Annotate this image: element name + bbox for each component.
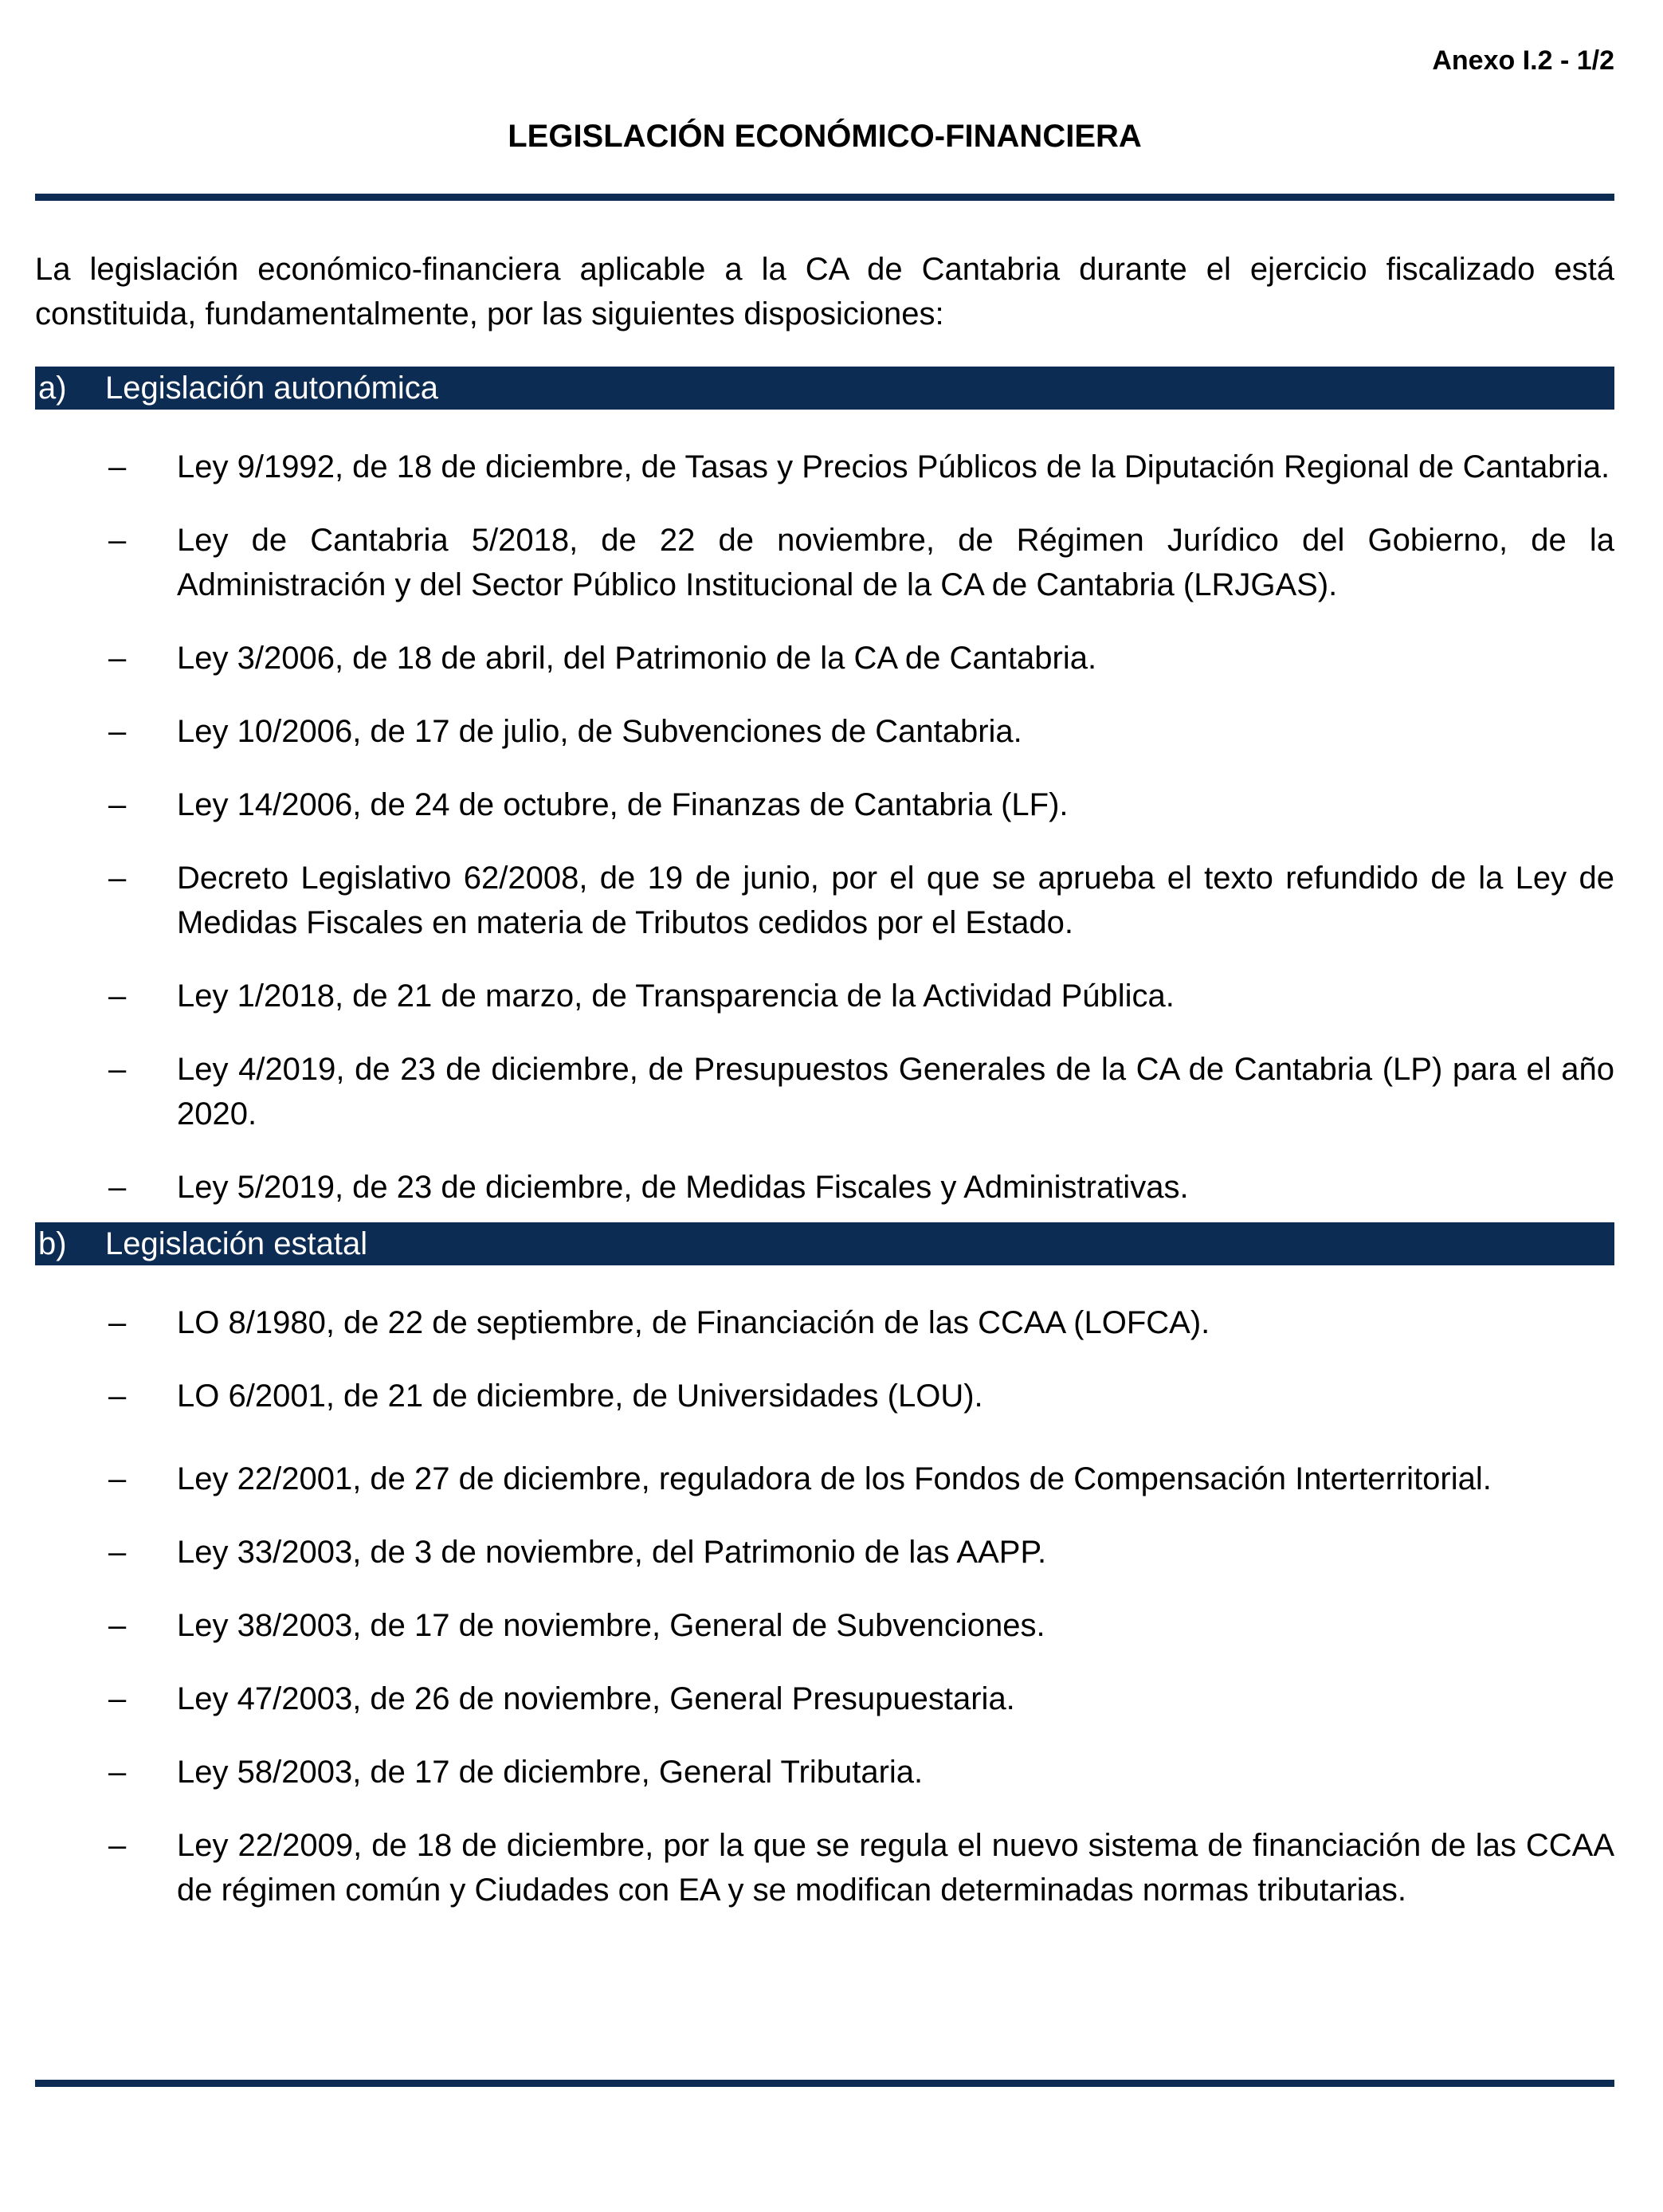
- section-b-title: Legislación estatal: [105, 1226, 368, 1261]
- list-item: – Ley 1/2018, de 21 de marzo, de Transparencia de la Actividad Pública.: [35, 974, 1614, 1018]
- section-a-letter: a): [38, 371, 67, 406]
- section-b-letter: b): [38, 1226, 67, 1261]
- list-item: – Ley 9/1992, de 18 de diciembre, de Tasas y Precios Públicos de la Diputación Regional de Cantabria.: [35, 445, 1614, 489]
- bullet-dash: –: [108, 1755, 127, 1790]
- list-item: – Ley 4/2019, de 23 de diciembre, de Presupuestos Generales de la CA de Cantabria (LP) para el año 2020.: [35, 1047, 1614, 1136]
- section-a-title: Legislación autonómica: [105, 371, 439, 406]
- bullet-dash: –: [108, 1052, 127, 1087]
- bullet-dash: –: [108, 1608, 127, 1643]
- list-item: – Ley 38/2003, de 17 de noviembre, General de Subvenciones.: [35, 1603, 1614, 1648]
- top-divider: [35, 194, 1614, 201]
- section-a-list: [35, 410, 1614, 1210]
- bullet-dash: –: [108, 523, 127, 558]
- list-item: – Ley 3/2006, de 18 de abril, del Patrimonio de la CA de Cantabria.: [35, 636, 1614, 680]
- bullet-dash: –: [108, 449, 127, 484]
- bullet-dash: –: [108, 1535, 127, 1570]
- bullet-dash: –: [108, 1828, 127, 1863]
- list-item: – Ley 10/2006, de 17 de julio, de Subvenciones de Cantabria.: [35, 709, 1614, 754]
- bullet-dash: –: [108, 787, 127, 822]
- list-item: – Ley 22/2009, de 18 de diciembre, por la que se regula el nuevo sistema de financiación de las CCAA de régimen común y Ciudades con EA y se modifican determinadas normas tributarias.: [35, 1823, 1614, 1912]
- bullet-dash: –: [108, 1170, 127, 1205]
- list-item: – Ley 22/2001, de 27 de diciembre, reguladora de los Fondos de Compensación Interterritorial.: [35, 1457, 1614, 1501]
- list-item: – Ley 58/2003, de 17 de diciembre, General Tributaria.: [35, 1750, 1614, 1794]
- list-item: – LO 8/1980, de 22 de septiembre, de Financiación de las CCAA (LOFCA).: [35, 1300, 1614, 1345]
- list-item: – Decreto Legislativo 62/2008, de 19 de junio, por el que se aprueba el texto refundido de la Ley de Medidas Fiscales en materia de Tributos cedidos por el Estado.: [35, 856, 1614, 945]
- section-b-header: [35, 1222, 1614, 1265]
- annex-reference: Anexo I.2 - 1/2: [1432, 45, 1614, 76]
- bullet-dash: –: [108, 861, 127, 896]
- list-item: – Ley 14/2006, de 24 de octubre, de Finanzas de Cantabria (LF).: [35, 782, 1614, 827]
- section-a-header: [35, 367, 1614, 410]
- intro-paragraph: La legislación económico-financiera aplicable a la CA de Cantabria durante el ejercicio fiscalizado está constituida, fundamentalmente, por las siguientes disposiciones:: [35, 252, 1614, 331]
- document-page: [35, 0, 1614, 2212]
- bullet-dash: –: [108, 979, 127, 1014]
- bullet-dash: –: [108, 714, 127, 749]
- list-item: – Ley de Cantabria 5/2018, de 22 de noviembre, de Régimen Jurídico del Gobierno, de la Administración y del Sector Público Institucional de la CA de Cantabria (LRJGAS).: [35, 518, 1614, 607]
- bullet-dash: –: [108, 1305, 127, 1340]
- bottom-divider: [35, 2080, 1614, 2087]
- list-item: – Ley 47/2003, de 26 de noviembre, General Presupuestaria.: [35, 1677, 1614, 1721]
- list-item: – Ley 5/2019, de 23 de diciembre, de Medidas Fiscales y Administrativas.: [35, 1165, 1614, 1210]
- bullet-dash: –: [108, 641, 127, 676]
- page-title: LEGISLACIÓN ECONÓMICO-FINANCIERA: [508, 119, 1142, 154]
- list-item: – LO 6/2001, de 21 de diciembre, de Universidades (LOU).: [35, 1374, 1614, 1418]
- section-b-list: [35, 1265, 1614, 1912]
- list-item: – Ley 33/2003, de 3 de noviembre, del Patrimonio de las AAPP.: [35, 1530, 1614, 1575]
- bullet-dash: –: [108, 1461, 127, 1496]
- bullet-dash: –: [108, 1379, 127, 1414]
- bullet-dash: –: [108, 1681, 127, 1716]
- document-body: [35, 247, 1614, 1912]
